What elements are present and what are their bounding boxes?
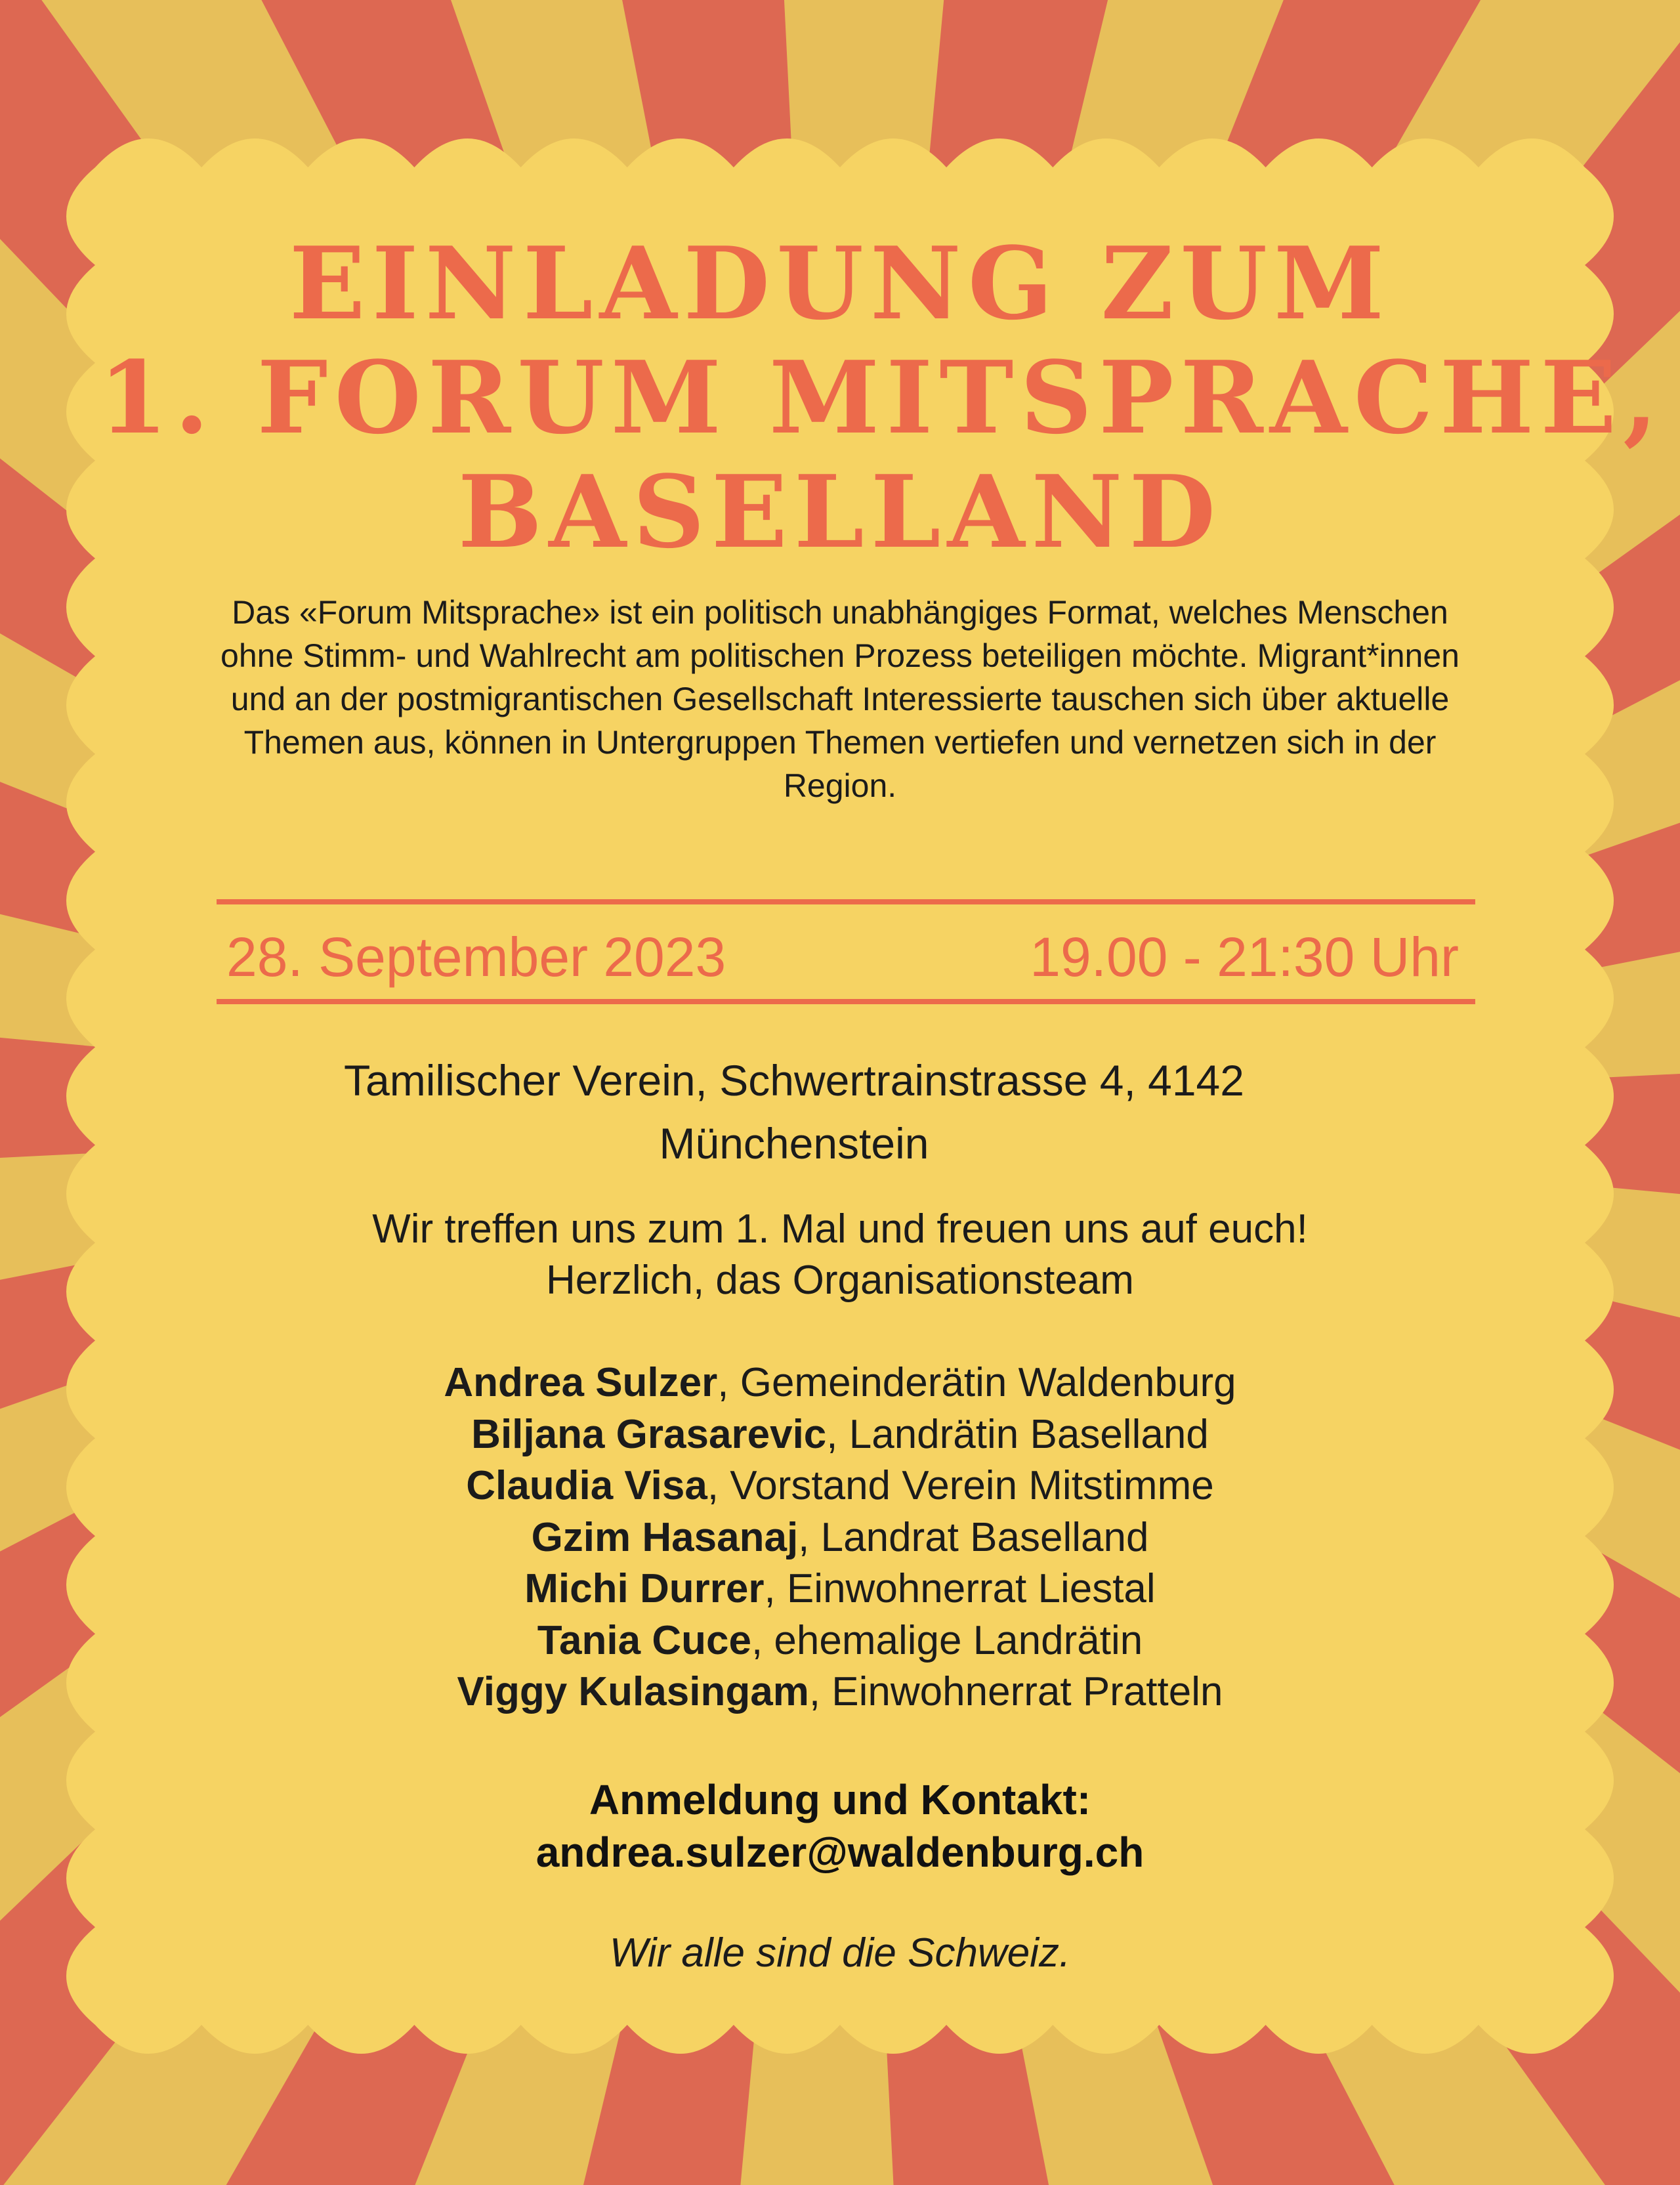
event-date: 28. September 2023 <box>226 926 726 988</box>
venue-line-1: Tamilischer Verein, Schwertrainstrasse 4, 4142 <box>344 1056 1244 1105</box>
team-member-name: Viggy Kulasingam <box>457 1669 809 1714</box>
team-member-role: , Gemeinderätin Waldenburg <box>717 1360 1236 1405</box>
team-member <box>197 1357 1483 1409</box>
team-member <box>197 1512 1483 1564</box>
contact-email[interactable]: andrea.sulzer@waldenburg.ch <box>536 1829 1144 1876</box>
team-member <box>197 1460 1483 1512</box>
venue-address <box>217 1049 1372 1175</box>
team-member-name: Tania Cuce <box>537 1617 751 1663</box>
team-member-role: , ehemalige Landrätin <box>751 1617 1143 1663</box>
team-member-role: , Landrat Baselland <box>798 1514 1149 1560</box>
intro-paragraph: Das «Forum Mitsprache» ist ein politisch unabhängiges Format, welches Menschen ohne Stimm- und Wahlrecht am politischen Prozess beteiligen möchte. Migrant*innen und an der postmigrantischen Gesellschaft Interessierte tauschen sich über aktuelle Themen aus, können in Untergruppen Themen vertiefen und vernetzen sich in der Region. <box>220 594 1460 804</box>
event-time: 19.00 - 21:30 Uhr <box>1030 926 1459 988</box>
team-member <box>197 1409 1483 1461</box>
team-member <box>197 1563 1483 1615</box>
divider-bottom <box>217 999 1475 1004</box>
welcome-line-2: Herzlich, das Organisationsteam <box>546 1258 1134 1303</box>
contact-heading: Anmeldung und Kontakt: <box>589 1776 1091 1823</box>
title-line-3: BASELLAND <box>457 453 1223 570</box>
team-member-role: , Landrätin Baselland <box>826 1411 1209 1457</box>
venue-line-2: Münchenstein <box>659 1119 929 1168</box>
page-title <box>98 224 1665 570</box>
title-line-1: EINLADUNG ZUM <box>289 224 1391 342</box>
slogan: Wir alle sind die Schweiz. <box>609 1930 1071 1976</box>
team-member <box>197 1666 1483 1718</box>
title-line-2: 1. FORUM MITSPRACHE, <box>98 339 1665 456</box>
team-member-role: , Vorstand Verein Mitstimme <box>707 1463 1214 1508</box>
team-member-name: Claudia Visa <box>466 1463 707 1508</box>
team-member-name: Gzim Hasanaj <box>531 1514 799 1560</box>
team-member <box>197 1615 1483 1667</box>
contact-block <box>197 1773 1483 1878</box>
team-member-role: , Einwohnerrat Pratteln <box>808 1669 1223 1714</box>
team-member-name: Andrea Sulzer <box>444 1360 718 1405</box>
welcome-line-1: Wir treffen uns zum 1. Mal und freuen uns auf euch! <box>372 1206 1308 1252</box>
team-member-name: Biljana Grasarevic <box>471 1411 827 1457</box>
organisation-team-list <box>197 1357 1483 1718</box>
welcome-message <box>197 1204 1483 1306</box>
divider-top <box>217 899 1475 904</box>
team-member-role: , Einwohnerrat Liestal <box>764 1566 1156 1611</box>
team-member-name: Michi Durrer <box>524 1566 765 1611</box>
